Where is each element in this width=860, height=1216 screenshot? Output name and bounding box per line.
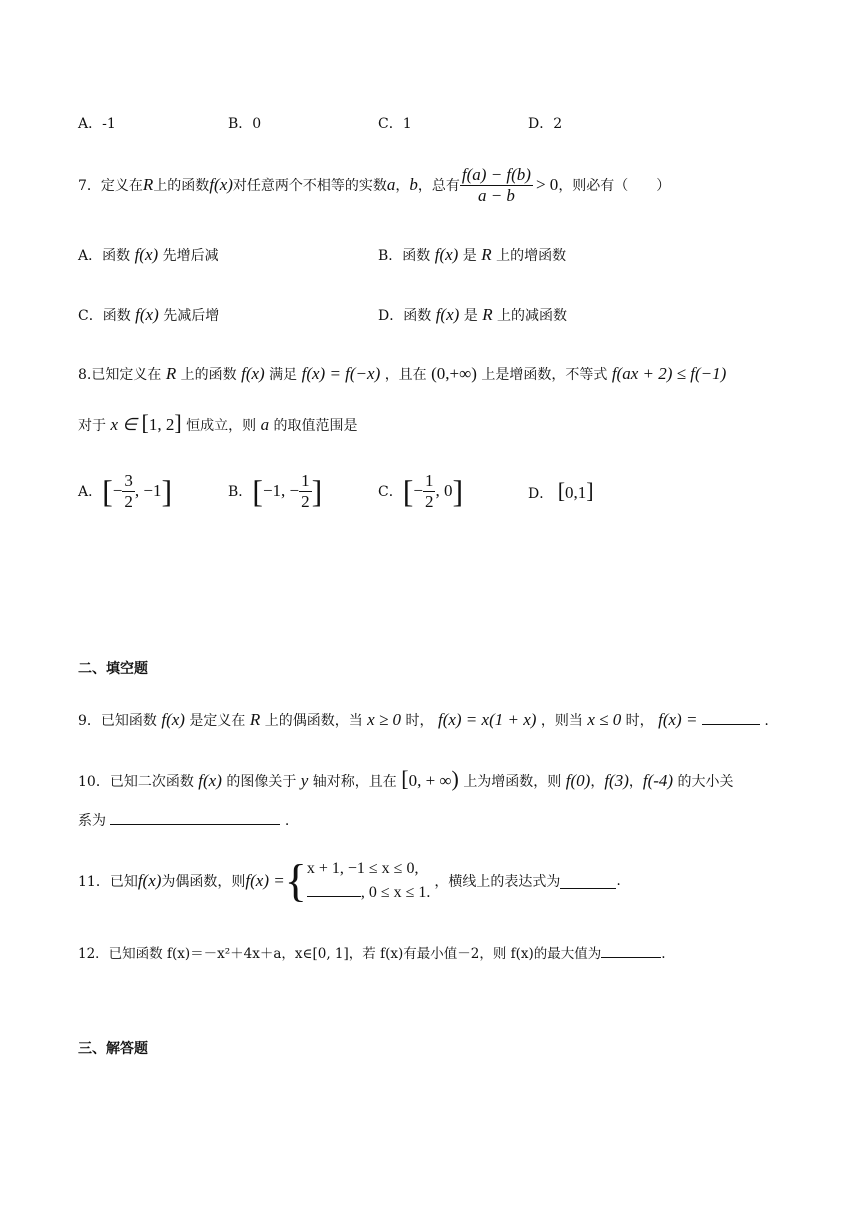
q10-answer-blank[interactable] bbox=[110, 810, 280, 825]
q7-option-d bbox=[378, 305, 567, 325]
q7-option-c bbox=[78, 305, 219, 325]
q10-c2: ， bbox=[628, 774, 643, 790]
q7-optB-fx: f(x) bbox=[434, 245, 459, 264]
q8-optB-pre: −1, − bbox=[262, 481, 300, 500]
q8-eq: f(x) = f(−x) bbox=[301, 364, 381, 383]
q10-end: . bbox=[284, 813, 290, 829]
q8-x-in: x ∈ bbox=[110, 415, 138, 434]
q11-case1: x + 1, −1 ≤ x ≤ 0, bbox=[306, 860, 419, 877]
q8-fx: f(x) bbox=[241, 364, 265, 383]
q10-t3: 上为增函数，则 bbox=[463, 774, 562, 790]
q8-interval: (0,+∞) bbox=[431, 364, 477, 383]
q8-stem-line1 bbox=[78, 364, 726, 384]
q7-optD-R: R bbox=[482, 305, 493, 324]
q8-optA-rest: , −1 bbox=[134, 481, 162, 500]
q8-optC-label: C． bbox=[378, 484, 403, 500]
q10-f0: f(0) bbox=[565, 771, 591, 790]
q8-optA-label: A． bbox=[78, 484, 103, 500]
q9-end: . bbox=[764, 713, 769, 729]
q9-t4: ，则当 bbox=[540, 713, 583, 729]
q8-t4: 上是增函数，不等式 bbox=[481, 367, 608, 383]
q8-optC-num: 1 bbox=[424, 470, 434, 490]
q11-end: . bbox=[616, 873, 621, 889]
q10-t4: 的大小关 bbox=[677, 774, 734, 790]
q12-answer-blank[interactable] bbox=[601, 943, 661, 958]
q11-answer-blank-2[interactable] bbox=[560, 874, 616, 889]
q8-optB-num: 1 bbox=[301, 470, 310, 490]
q7-frac-den: a − b bbox=[460, 185, 533, 206]
q11-fx: f(x) bbox=[137, 871, 162, 890]
q8-t1: 上的函数 bbox=[180, 367, 237, 383]
q9-t1: 是定义在 bbox=[189, 713, 246, 729]
q8-optA-num: 3 bbox=[124, 470, 133, 490]
q8-option-c: C． [ − $\frac{1}{2}$ , 0 ] bbox=[378, 470, 464, 511]
q10-t2: 轴对称，且在 bbox=[312, 774, 397, 790]
q10-stem-line1: 10．已知二次函数 f(x) 的图像关于 y 轴对称，且在 [0, + ∞) 上为增函数，则 f(0)，f(3)，f(-4) 的大小关 bbox=[78, 766, 734, 791]
q8-optB-label: B． bbox=[228, 484, 253, 500]
q9-cond1: x ≥ 0 bbox=[367, 710, 402, 729]
q8-t5: 恒成立，则 bbox=[186, 418, 257, 434]
q8-optA-frac bbox=[122, 471, 135, 512]
q10-c1: ， bbox=[590, 774, 605, 790]
q7-b: b bbox=[409, 175, 418, 194]
q9-t2: 上的偶函数，当 bbox=[264, 713, 363, 729]
q6-option-c: C．1 bbox=[378, 116, 412, 132]
q9-answer-blank[interactable] bbox=[702, 710, 760, 725]
q7-prefix: 7．定义在 bbox=[78, 178, 143, 194]
q7-t3: ，总有 bbox=[417, 178, 460, 194]
q10-f3: f(3) bbox=[604, 771, 629, 790]
q7-stem bbox=[78, 160, 670, 210]
q7-optA-fx: f(x) bbox=[134, 245, 159, 264]
q7-t2: 对任意两个不相等的实数 bbox=[232, 178, 387, 194]
q10-line2: 系为 bbox=[78, 813, 106, 829]
q8-optC-rest: , 0 bbox=[435, 481, 453, 500]
q8-t6: 的取值范围是 bbox=[273, 418, 358, 434]
q11-prefix: 11．已知 bbox=[78, 874, 138, 890]
q7-gt0: > 0 bbox=[535, 175, 559, 194]
q7-fx: f(x) bbox=[209, 175, 233, 194]
q7-optD-label: D．函数 bbox=[378, 308, 432, 324]
q11-stem bbox=[78, 852, 621, 910]
q8-optD-val: 0,1 bbox=[565, 483, 587, 502]
q12-text: 12．已知函数 f(x)＝－x²＋4x＋a，x∈[0, 1]，若 f(x)有最小值－2，则 f(x)的最大值为 bbox=[78, 946, 602, 962]
q9-t3: 时， bbox=[405, 713, 434, 729]
q7-optA-text: 先增后减 bbox=[162, 248, 219, 264]
q9-fx: f(x) bbox=[161, 710, 185, 729]
q6-option-b: B．0 bbox=[228, 116, 262, 132]
q10-y: y bbox=[300, 771, 309, 790]
q11-t2: ，横线上的表达式为 bbox=[434, 874, 561, 890]
q7-t4: ，则必有（ ） bbox=[558, 178, 671, 194]
q8-R: R bbox=[165, 364, 177, 383]
q7-R: R bbox=[142, 175, 154, 194]
q8-option-b: B． [ −1, − $\frac{1}{2}$ ] bbox=[228, 470, 323, 511]
q7-optD-fx: f(x) bbox=[435, 305, 460, 324]
q10-interval: 0, + ∞ bbox=[408, 771, 452, 790]
q8-optC-den: 2 bbox=[424, 491, 434, 511]
q7-optC-label: C．函数 bbox=[78, 308, 131, 324]
q10-fm4: f(-4) bbox=[642, 771, 674, 790]
section-title-solve: 三、解答题 bbox=[78, 1041, 148, 1057]
q8-t2: 满足 bbox=[269, 367, 298, 383]
q8-ineq: f(ax + 2) ≤ f(−1) bbox=[611, 364, 727, 383]
q7-optC-fx: f(x) bbox=[135, 305, 159, 324]
q11-cases bbox=[307, 857, 431, 905]
q10-t1: 的图像关于 bbox=[226, 774, 297, 790]
q7-optA-label: A．函数 bbox=[78, 248, 131, 264]
q7-optC-text: 先减后增 bbox=[163, 308, 220, 324]
q7-optD-text: 上的减函数 bbox=[497, 308, 568, 324]
q6-option-d: D．2 bbox=[528, 116, 563, 132]
q8-option-d: D． [0,1] bbox=[528, 478, 594, 503]
q7-a: a bbox=[386, 175, 396, 194]
q7-optB-text: 上的增函数 bbox=[496, 248, 567, 264]
q10-fx: f(x) bbox=[198, 771, 222, 790]
q8-line2-prefix: 对于 bbox=[78, 418, 106, 434]
q6-option-a: A．-1 bbox=[78, 116, 116, 132]
q8-option-a: A． [ − $\frac{3}{2}$ , −1 ] bbox=[78, 470, 173, 511]
q9-t5: 时， bbox=[625, 713, 654, 729]
q7-t1: 上的函数 bbox=[153, 178, 210, 194]
q7-optB-R: R bbox=[481, 245, 492, 264]
q12-end: . bbox=[661, 946, 666, 962]
section-title-fill-in: 二、填空题 bbox=[78, 661, 148, 677]
q8-t3: ，且在 bbox=[384, 367, 427, 383]
q11-fx2: f(x) = bbox=[245, 871, 285, 890]
q9-ask: f(x) = bbox=[658, 710, 698, 729]
q11-answer-blank[interactable] bbox=[307, 882, 361, 897]
q7-fraction bbox=[460, 165, 533, 206]
q9-prefix: 9．已知函数 bbox=[78, 713, 157, 729]
q8-optB-frac bbox=[299, 471, 312, 512]
q8-prefix: 8.已知定义在 bbox=[78, 367, 162, 383]
q7-frac-num: f(a) − f(b) bbox=[461, 164, 531, 184]
q8-optC-frac bbox=[423, 471, 436, 512]
q9-stem bbox=[78, 710, 769, 730]
q10-stem-line2 bbox=[78, 810, 289, 830]
q8-a: a bbox=[260, 415, 270, 434]
q7-option-b bbox=[378, 245, 566, 265]
q9-expr: f(x) = x(1 + x) bbox=[437, 710, 537, 729]
q11-case2: , 0 ≤ x ≤ 1. bbox=[360, 884, 431, 901]
q9-cond2: x ≤ 0 bbox=[587, 710, 622, 729]
q12-stem bbox=[78, 942, 666, 962]
q7-comma: ， bbox=[395, 178, 410, 194]
q10-prefix: 10．已知二次函数 bbox=[78, 774, 194, 790]
q7-optD-is: 是 bbox=[463, 308, 478, 324]
q7-optB-label: B．函数 bbox=[378, 248, 431, 264]
q7-option-a bbox=[78, 245, 219, 265]
q8-optD-label: D． bbox=[528, 486, 554, 502]
q8-stem-line2: 对于 x ∈ [1, 2] 恒成立，则 a 的取值范围是 bbox=[78, 410, 358, 435]
q8-range: 1, 2 bbox=[148, 415, 175, 434]
q7-optB-is: 是 bbox=[462, 248, 477, 264]
q9-R: R bbox=[249, 710, 261, 729]
q8-optB-den: 2 bbox=[301, 491, 310, 511]
q8-optA-den: 2 bbox=[124, 491, 133, 511]
q11-brace: { bbox=[284, 855, 307, 906]
q11-t1: 为偶函数，则 bbox=[161, 874, 246, 890]
